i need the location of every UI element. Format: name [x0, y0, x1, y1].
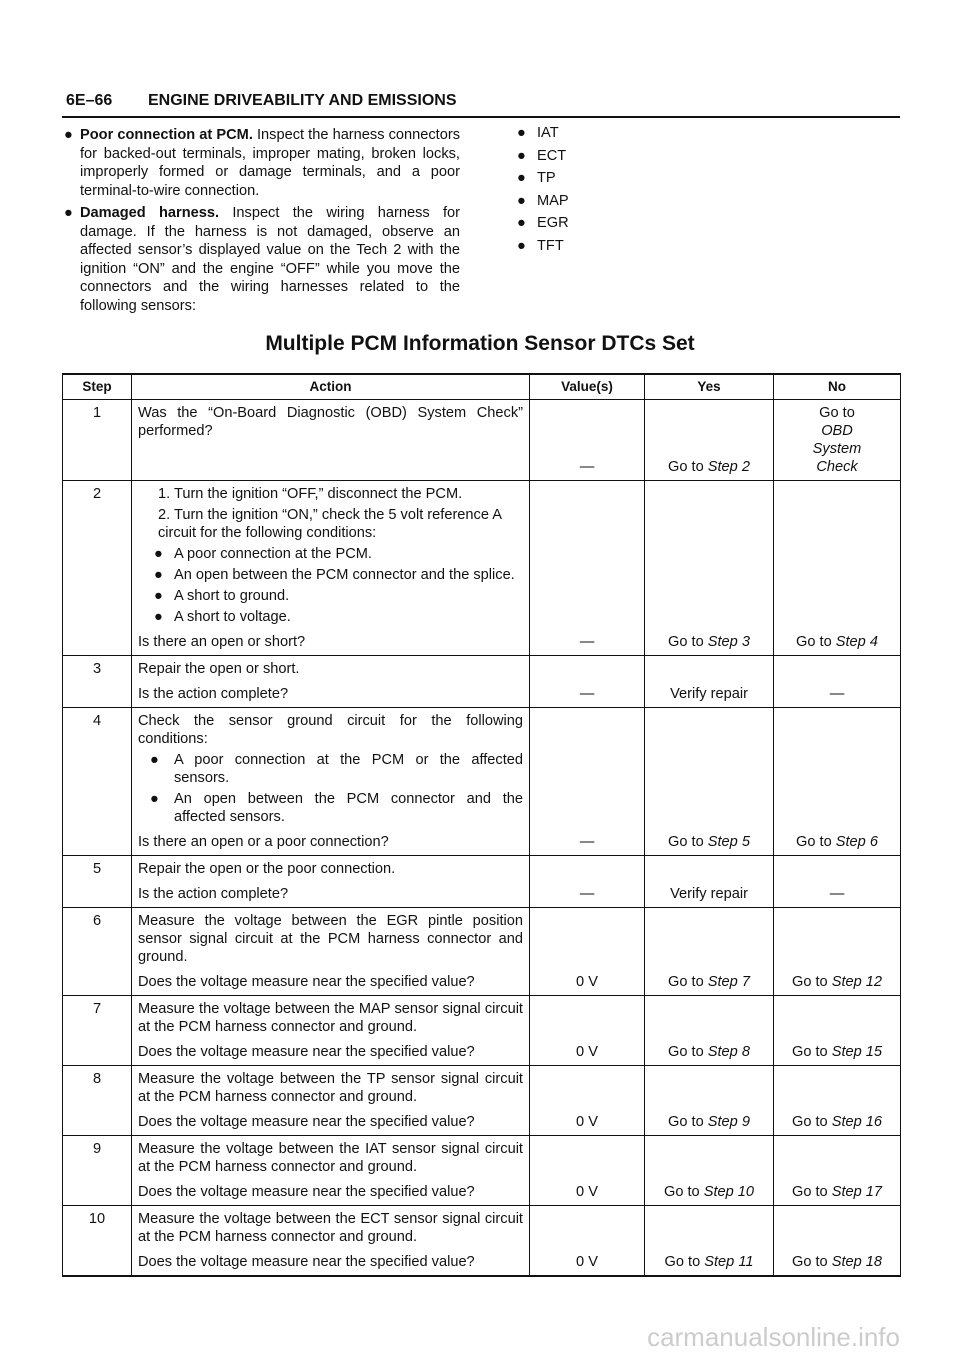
value-cell: 0 V [530, 996, 645, 1066]
no-link[interactable]: Step 6 [835, 834, 878, 850]
step-number: 9 [63, 1136, 132, 1206]
bullet-icon: ● [150, 791, 159, 807]
no-cell [774, 400, 901, 481]
numbered-item [138, 506, 523, 542]
no-prefix: Go to [791, 1184, 832, 1200]
no-link[interactable]: Step 4 [835, 634, 878, 650]
value-cell: — [530, 708, 645, 856]
yes-cell: Verify repair [645, 856, 774, 908]
yes-link[interactable]: Step 5 [707, 834, 750, 850]
condition-bullet [138, 608, 523, 626]
yes-link[interactable]: Step 11 [704, 1254, 754, 1270]
yes-link[interactable]: Step 8 [707, 1044, 750, 1060]
table-row [63, 481, 901, 656]
table-row [63, 1066, 901, 1136]
no-prefix: Go to [791, 1114, 832, 1130]
no-prefix: Go to [791, 1254, 832, 1270]
no-cell [774, 996, 901, 1066]
header-rule [62, 116, 900, 118]
yes-prefix: Go to [668, 459, 708, 475]
bullet-icon: ● [517, 192, 526, 209]
no-prefix: Go to [796, 834, 836, 850]
no-cell: — [774, 856, 901, 908]
action-cell [132, 400, 530, 481]
no-link[interactable]: Step 17 [831, 1184, 883, 1200]
no-cell: — [774, 656, 901, 708]
bullet-icon: ● [154, 609, 163, 625]
action-text: Was the “On-Board Diagnostic (OBD) System Check” performed? [138, 405, 523, 439]
question-text: Is there an open or short? [138, 634, 306, 650]
action-cell [132, 656, 530, 708]
bullet-icon: ● [64, 127, 73, 143]
sensor-item [517, 147, 717, 170]
table-row [63, 1136, 901, 1206]
condition-bullet [138, 790, 523, 826]
action-cell [132, 708, 530, 856]
yes-cell [645, 708, 774, 856]
table-row [63, 400, 901, 481]
question-text: Is there an open or a poor connection? [138, 834, 389, 850]
bullet-text: Inspect the harness connectors for backed-out terminals, improper mating, broken locks, improperly formed or damage terminals, and a poor terminal-to-wire connection. [80, 127, 460, 199]
condition-bullet [138, 751, 523, 787]
sensor-list [517, 124, 717, 260]
action-text: Measure the voltage between the EGR pintle position sensor signal circuit at the PCM harness connector and ground. [138, 913, 523, 965]
question-text: Does the voltage measure near the specified value? [138, 974, 475, 990]
yes-prefix: Go to [668, 634, 708, 650]
yes-link[interactable]: Step 3 [707, 634, 750, 650]
no-prefix: Go to [791, 974, 832, 990]
table-row [63, 1206, 901, 1277]
bullet-text: An open between the PCM connector and the affected sensors. [174, 791, 523, 825]
bullet-text: An open between the PCM connector and the splice. [174, 567, 515, 583]
question-text: Does the voltage measure near the specified value? [138, 1044, 475, 1060]
step-number: 7 [63, 996, 132, 1066]
yes-prefix: Go to [663, 1184, 704, 1200]
condition-bullet [138, 587, 523, 605]
intro-bullet-damaged-harness [64, 204, 460, 315]
item-text: 2. Turn the ignition “ON,” check the 5 volt reference A circuit for the following conditions: [158, 507, 502, 541]
no-link[interactable]: Step 18 [831, 1254, 883, 1270]
header-action: Action [132, 374, 530, 400]
table-row [63, 656, 901, 708]
yes-cell [645, 1066, 774, 1136]
step-number: 1 [63, 400, 132, 481]
action-cell [132, 1066, 530, 1136]
sensor-item [517, 124, 717, 147]
bullet-icon: ● [517, 215, 526, 232]
header-yes: Yes [645, 374, 774, 400]
value-cell: — [530, 856, 645, 908]
no-prefix: Go to [819, 405, 855, 421]
yes-cell [645, 1136, 774, 1206]
no-cell [774, 708, 901, 856]
action-text: Measure the voltage between the MAP sensor signal circuit at the PCM harness connector and ground. [138, 1001, 523, 1035]
no-cell [774, 1206, 901, 1277]
value-cell: — [530, 400, 645, 481]
header-no: No [774, 374, 901, 400]
table-header-row [63, 374, 901, 400]
bullet-text: A poor connection at the PCM or the affected sensors. [174, 752, 523, 786]
action-text: Measure the voltage between the IAT sensor signal circuit at the PCM harness connector and ground. [138, 1141, 523, 1175]
sensor-item [517, 214, 717, 237]
bullet-icon: ● [64, 205, 73, 221]
sensor-label: MAP [537, 192, 569, 209]
yes-cell [645, 481, 774, 656]
value-cell: 0 V [530, 1206, 645, 1277]
step-number: 6 [63, 908, 132, 996]
yes-cell [645, 908, 774, 996]
sensor-label: EGR [537, 215, 569, 232]
sensor-item [517, 237, 717, 260]
table-row [63, 908, 901, 996]
sensor-label: IAT [537, 125, 559, 141]
yes-link[interactable]: Step 2 [707, 459, 750, 475]
sensor-label: TP [537, 170, 556, 187]
table-row [63, 996, 901, 1066]
bullet-text: A poor connection at the PCM. [174, 546, 372, 562]
action-cell [132, 1206, 530, 1277]
header-values: Value(s) [530, 374, 645, 400]
question-text: Does the voltage measure near the specified value? [138, 1114, 475, 1130]
section-title: Multiple PCM Information Sensor DTCs Set [265, 332, 695, 355]
action-text: Measure the voltage between the ECT sensor signal circuit at the PCM harness connector and ground. [138, 1211, 523, 1245]
yes-prefix: Go to [668, 1044, 708, 1060]
value-cell: — [530, 656, 645, 708]
sensor-item [517, 192, 717, 215]
intro-left-column [64, 126, 460, 319]
yes-cell: Verify repair [645, 656, 774, 708]
bullet-icon: ● [154, 567, 163, 583]
yes-link[interactable]: Step 10 [703, 1184, 755, 1200]
bullet-icon: ● [517, 237, 526, 254]
action-cell [132, 908, 530, 996]
action-cell [132, 1136, 530, 1206]
value-cell: 0 V [530, 1136, 645, 1206]
condition-bullet [138, 566, 523, 584]
question-text: Does the voltage measure near the specified value? [138, 1254, 475, 1270]
condition-bullet [138, 545, 523, 563]
table-row [63, 856, 901, 908]
no-link[interactable]: Step 15 [831, 1044, 883, 1060]
bullet-heading: Damaged harness. [80, 205, 220, 221]
diagnostic-table [62, 373, 901, 1277]
question-text: Is the action complete? [138, 686, 289, 702]
no-prefix: Go to [791, 1044, 832, 1060]
bullet-text: A short to voltage. [174, 609, 291, 625]
no-link[interactable]: Step 16 [831, 1114, 883, 1130]
page-header-title: ENGINE DRIVEABILITY AND EMISSIONS [148, 92, 457, 109]
action-text: Repair the open or short. [138, 661, 300, 677]
watermark: carmanualsonline.info [647, 1322, 900, 1352]
no-prefix: Go to [796, 634, 836, 650]
item-text: 1. Turn the ignition “OFF,” disconnect the PCM. [158, 486, 463, 502]
yes-cell [645, 1206, 774, 1277]
no-link[interactable]: Step 12 [831, 974, 883, 990]
value-cell: 0 V [530, 1066, 645, 1136]
bullet-icon: ● [154, 546, 163, 562]
step-number: 8 [63, 1066, 132, 1136]
step-number: 5 [63, 856, 132, 908]
numbered-item [138, 485, 523, 503]
header-step: Step [63, 374, 132, 400]
no-cell [774, 1136, 901, 1206]
bullet-icon: ● [517, 125, 526, 141]
yes-prefix: Go to [664, 1254, 705, 1270]
action-cell [132, 996, 530, 1066]
action-text: Measure the voltage between the TP sensor signal circuit at the PCM harness connector and ground. [138, 1071, 523, 1105]
yes-cell [645, 996, 774, 1066]
bullet-icon: ● [517, 170, 526, 187]
yes-prefix: Go to [668, 974, 708, 990]
value-cell: 0 V [530, 908, 645, 996]
bullet-icon: ● [517, 147, 526, 164]
sensor-label: ECT [537, 147, 567, 164]
intro-bullet-poor-connection [64, 126, 460, 200]
sensor-item [517, 169, 717, 192]
action-text: Repair the open or the poor connection. [138, 861, 396, 877]
step-number: 2 [63, 481, 132, 656]
yes-prefix: Go to [668, 1114, 708, 1130]
bullet-heading: Poor connection at PCM. [80, 127, 253, 143]
bullet-text: A short to ground. [174, 588, 290, 604]
no-link[interactable]: OBD System Check [812, 423, 862, 475]
bullet-icon: ● [154, 588, 163, 604]
action-text: Check the sensor ground circuit for the following conditions: [138, 713, 523, 747]
no-cell [774, 481, 901, 656]
no-cell [774, 1066, 901, 1136]
page-number: 6E–66 [66, 92, 113, 109]
yes-link[interactable]: Step 9 [707, 1114, 750, 1130]
yes-link[interactable]: Step 7 [707, 974, 750, 990]
bullet-icon: ● [150, 752, 159, 768]
no-cell [774, 908, 901, 996]
bullet-text: Inspect the wiring harness for damage. If the harness is not damaged, observe an affected sensor’s displayed value on the Tech 2 with the ignition “ON” and the engine “OFF” while you move the connectors and the wiring harnesses related to the following sensors: [80, 205, 461, 314]
yes-prefix: Go to [668, 834, 708, 850]
action-cell [132, 481, 530, 656]
question-text: Does the voltage measure near the specified value? [138, 1184, 475, 1200]
table-row [63, 708, 901, 856]
step-number: 3 [63, 656, 132, 708]
action-cell [132, 856, 530, 908]
sensor-label: TFT [537, 237, 564, 254]
step-number: 10 [63, 1206, 132, 1277]
step-number: 4 [63, 708, 132, 856]
yes-cell [645, 400, 774, 481]
question-text: Is the action complete? [138, 886, 289, 902]
value-cell: — [530, 481, 645, 656]
